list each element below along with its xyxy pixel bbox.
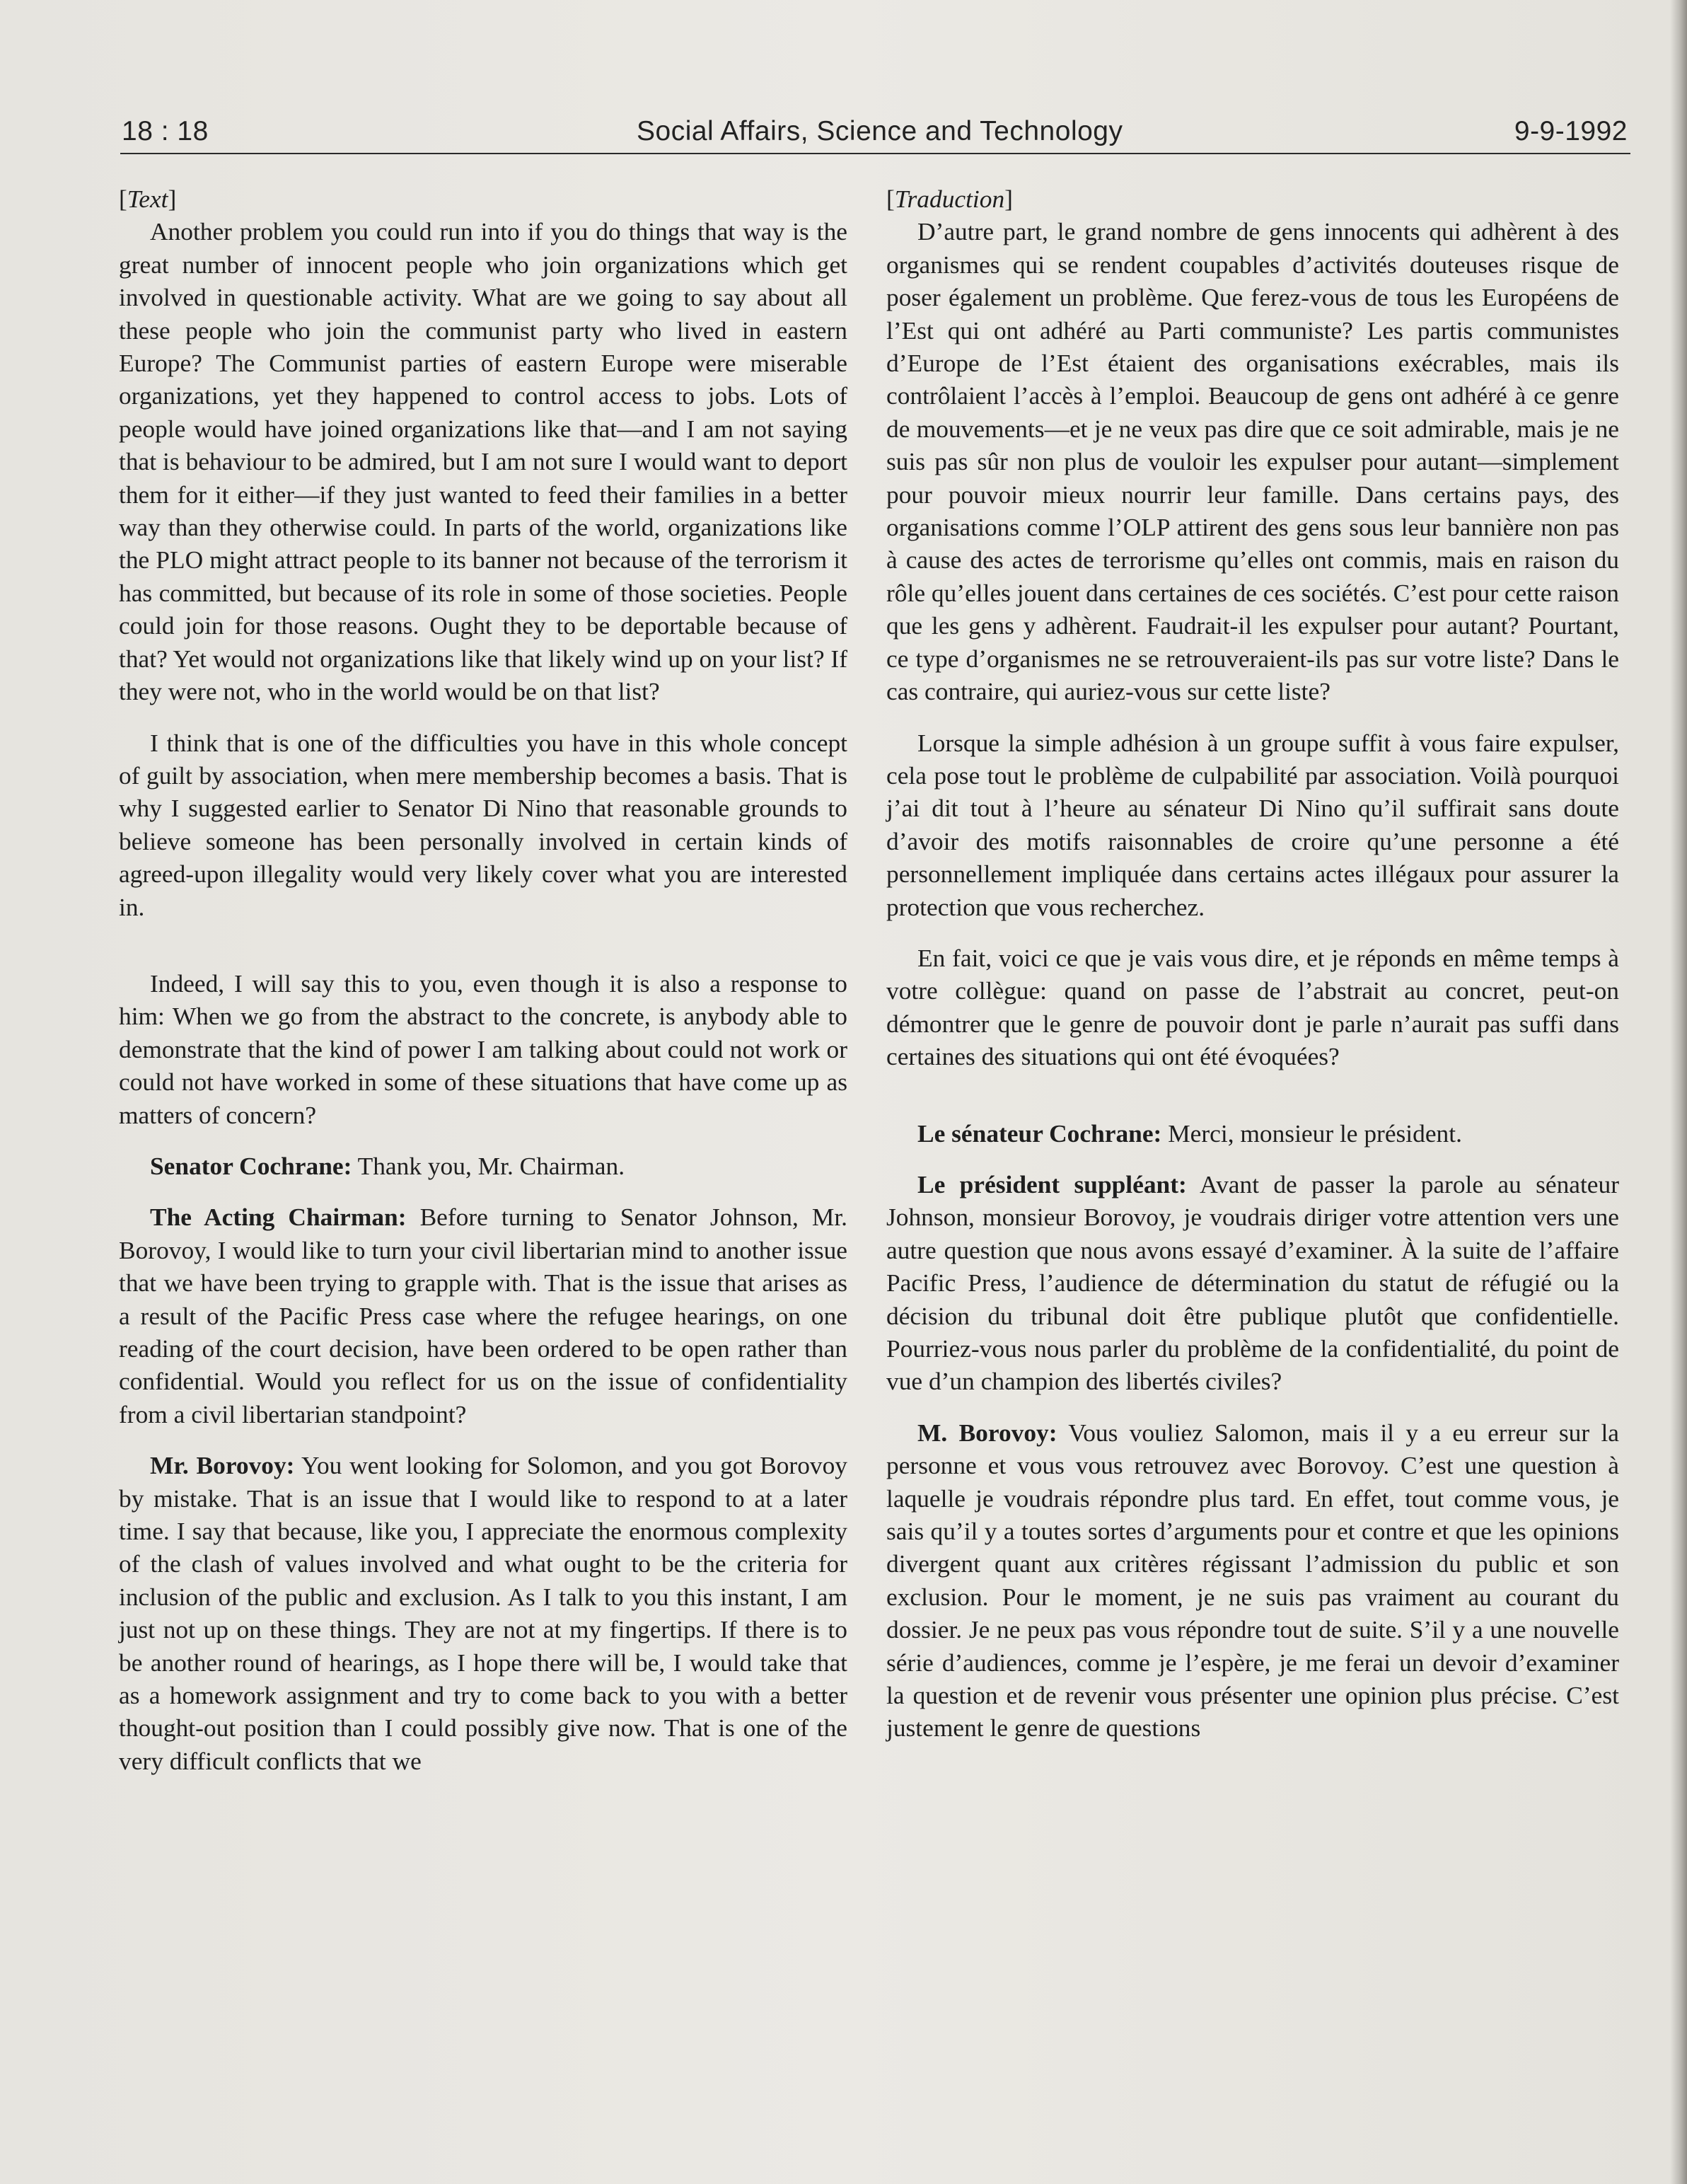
paragraph: I think that is one of the difficulties you have in this whole concept of guilt by association, when mere membership becomes a basis. That is why I suggested earlier to Senator Di Nino that reasonable grounds to believe someone has been personally involved in certain kinds of agreed-upon illegality would very likely cover what you are interested in.: [119, 728, 847, 921]
speaker-name: Mr. Borovoy:: [150, 1451, 295, 1480]
paragraph: D’autre part, le grand nombre de gens innocents qui adhèrent à des organismes qui se rendent coupables d’activités douteuses risque de poser également un problème. Que ferez-vous de tous les Européens de l’Est qui ont adhéré au Parti communiste? Les partis communistes d’Europe de l’Est étaient des organisations exécrables, mais ils contrôlaient l’accès à l’emploi. Beaucoup de gens ont adhéré à ce genre de mouvements—et je ne veux pas dire que ce soit admirable, mais je ne suis pas sûr non plus de vouloir les expulser pour autant—simplement pour pouvoir mieux nourrir leur famille. Dans certains pays, des organisations comme l’OLP attirent des gens sous leur bannière non pas à cause des actes de terrorisme qu’elles ont commis, mais en raison du rôle qu’elles jouent dans certaines de ces sociétés. C’est pour cette raison que les gens y adhèrent. Faudrait-il les expulser pour autant? Pourtant, ce type d’organismes ne se retrouveraient-ils pas sur votre liste? Dans le cas contraire, qui auriez-vous sur cette liste?: [886, 217, 1619, 706]
paragraph: Indeed, I will say this to you, even though it is also a response to him: When we go from the abstract to the concrete, is anybody able to demonstrate that the kind of power I am talking about could not work or could not have worked in some of these situations that have come up as matters of concern?: [119, 969, 847, 1129]
speaker-name: Senator Cochrane:: [150, 1151, 352, 1180]
speaker-paragraph: [886, 1117, 1619, 1150]
speech-text: Before turning to Senator Johnson, Mr. Borovoy, I would like to turn your civil libertarian mind to another issue that we have been trying to grapple with. That is the issue that arises as a result of the Pacific Press case where the refugee hearings, on one reading of the court decision, have been ordered to be open rather than confidential. Would you reflect for us on the issue of confidentiality from a civil libertarian standpoint?: [119, 1203, 847, 1428]
paragraph: Lorsque la simple adhésion à un groupe suffit à vous faire expulser, cela pose tout le problème de culpabilité par association. Voilà pourquoi j’ai dit tout à l’heure au sénateur Di Nino qu’il suffirait sans doute d’avoir des motifs raisonnables de croire qu’une personne a été personnellement impliquée dans certains actes illégaux pour assurer la protection que vous recherchez.: [886, 728, 1619, 921]
speech-text: Thank you, Mr. Chairman.: [352, 1151, 625, 1180]
speaker-name: The Acting Chairman:: [150, 1203, 407, 1232]
speaker-paragraph: [119, 1449, 847, 1777]
speech-text: Vous vouliez Salomon, mais il y a eu erreur sur la personne et vous vous retrouvez avec Borovoy. C’est une question à laquelle je voudrais répondre plus tard. En effet, tout comme vous, je sais qu’il y a toutes sortes d’arguments pour et contre et que les opinions divergent quant aux critères régissant l’admission du public et son exclusion. Pour le moment, je ne suis pas vraiment au courant du dossier. Je ne peux pas vous répondre tout de suite. S’il y a une nouvelle série d’audiences, comme je l’espère, je me ferai un devoir d’examiner la question et de revenir vous présenter une opinion plus précise. C’est justement le genre de questions: [886, 1418, 1619, 1743]
running-header: [120, 112, 1630, 154]
speech-text: Avant de passer la parole au sénateur Johnson, monsieur Borovoy, je voudrais diriger votre attention vers une autre question que nous avons essayé d’examiner. À la suite de l’affaire Pacific Press, l’audience de détermination du statut de réfugié ou la décision du tribunal doit être publique plutôt que confidentielle. Pourriez-vous nous parler du problème de la confidentialité, du point de vue d’un champion des libertés civiles?: [886, 1169, 1619, 1396]
speaker-paragraph: [886, 1416, 1619, 1745]
page-binding-shadow: [1670, 0, 1687, 2184]
paragraph: Another problem you could run into if you do things that way is the great number of innocent people who join organizations which get involved in questionable activity. What are we going to say about all these people who join the communist party who lived in eastern Europe? The Communist parties of eastern Europe were miserable organizations, yet they happened to control access to jobs. Lots of people would have joined organizations like that—and I am not saying that is behaviour to be admired, but I am not sure I would want to deport them for it either—if they just wanted to feed their families in a better way than they otherwise could. In parts of the world, organizations like the PLO might attract people to its banner not because of the terrorism it has committed, but because of its role in some of those societies. People could join for those reasons. Ought they to be deportable because of that? Yet would not organizations like that likely wind up on your list? If they were not, who in the world would be on that list?: [119, 217, 847, 706]
section-label: [Traduction]: [886, 185, 1013, 213]
speaker-name: Le sénateur Cochrane:: [917, 1119, 1162, 1148]
english-column: [119, 183, 847, 1777]
speech-text: You went looking for Solomon, and you got Borovoy by mistake. That is an issue that I would like to respond to at a later time. I say that because, like you, I appreciate the enormous complexity of the clash of values involved and what ought to be the criteria for inclusion of the public and exclusion. As I talk to you this instant, I am just not up on these things. They are not at my fingertips. If there is to be another round of hearings, as I hope there will be, I would take that as a homework assignment and try to come back to you with a better thought-out position than I could possibly give now. That is one of the very difficult conflicts that we: [119, 1451, 848, 1775]
speech-text: Merci, monsieur le président.: [1161, 1119, 1462, 1148]
speaker-paragraph: [886, 1168, 1619, 1398]
paragraph: En fait, voici ce que je vais vous dire, et je réponds en même temps à votre collègue: quand on passe de l’abstrait au concret, peut-on démontrer que le genre de pouvoir dont je parle n’aurait pas suffi dans certaines des situations qui ont été évoquées?: [886, 943, 1619, 1071]
publication-title: Social Affairs, Science and Technology: [637, 116, 1123, 146]
publication-date: 9-9-1992: [1514, 116, 1628, 146]
speaker-name: Le président suppléant:: [917, 1169, 1187, 1198]
speaker-paragraph: [119, 1201, 847, 1431]
section-label-text: Text: [127, 185, 168, 213]
page-number: 18 : 18: [122, 116, 209, 146]
speaker-name: M. Borovoy:: [917, 1418, 1057, 1447]
section-label: [Text]: [119, 185, 177, 213]
speaker-paragraph: [119, 1150, 847, 1182]
french-column: [886, 183, 1619, 1745]
section-label-text: Traduction: [894, 185, 1005, 213]
